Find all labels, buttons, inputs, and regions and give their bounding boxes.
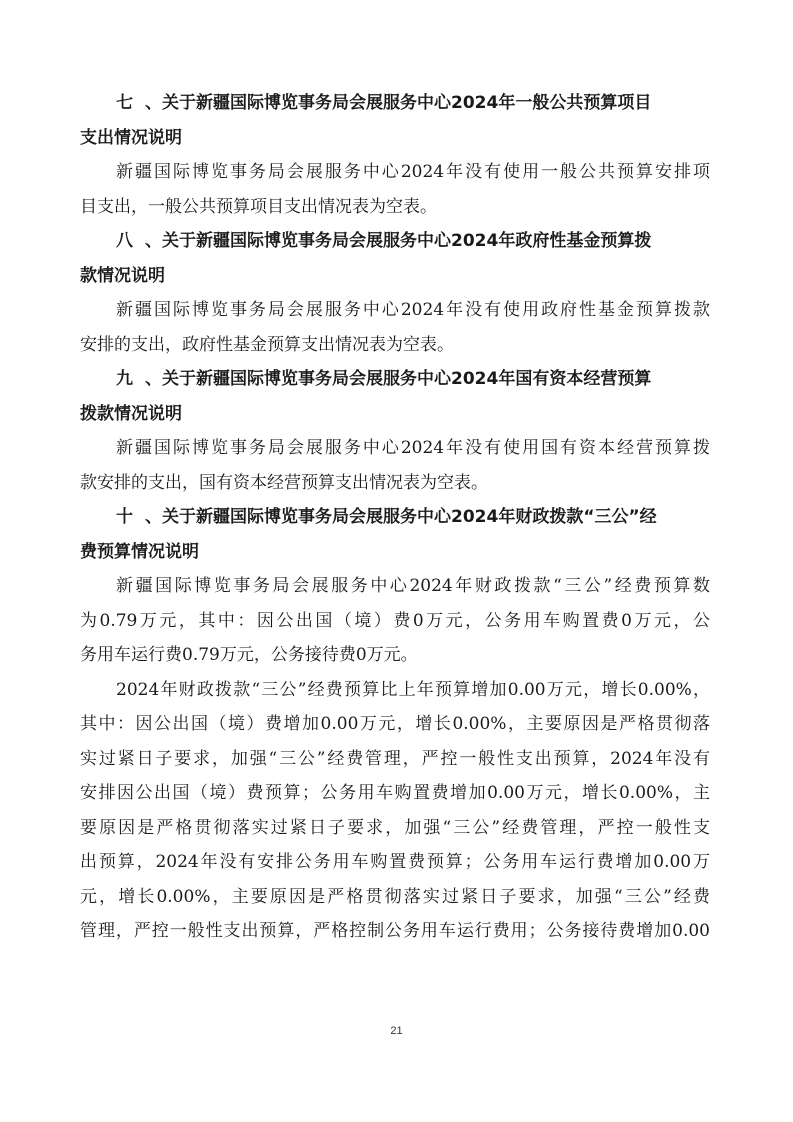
section-heading-10-cont: 费预算情况说明 bbox=[80, 541, 199, 562]
body-line: 新疆国际博览事务局会展服务中心2024年没有使用一般公共预算安排项 bbox=[116, 162, 710, 182]
body-line: 安排因公出国（境）费预算；公务用车购置费增加0.00万元，增长0.00%，主 bbox=[80, 783, 710, 803]
section-number: 七、 bbox=[116, 93, 162, 113]
section-heading-text: 关于新疆国际博览事务局会展服务中心2024年政府性基金预算拨 bbox=[162, 231, 652, 251]
section-heading-text: 关于新疆国际博览事务局会展服务中心2024年财政拨款“三公”经 bbox=[162, 507, 657, 527]
body-line: 目支出，一般公共预算项目支出情况表为空表。 bbox=[80, 196, 437, 217]
section-heading-8 bbox=[80, 224, 651, 259]
body-line: 2024年财政拨款“三公”经费预算比上年预算增加0.00万元，增长0.00%， bbox=[116, 679, 710, 700]
body-line: 务用车运行费0.79万元，公务接待费0万元。 bbox=[80, 645, 418, 665]
body-line: 新疆国际博览事务局会展服务中心2024年财政拨款“三公”经费预算数 bbox=[116, 576, 710, 596]
section-heading-8-cont: 款情况说明 bbox=[80, 265, 165, 286]
section-heading-9 bbox=[80, 362, 651, 397]
body-line: 要原因是严格贯彻落实过紧日子要求，加强“三公”经费管理，严控一般性支 bbox=[80, 817, 710, 838]
section-heading-9-cont: 拨款情况说明 bbox=[80, 403, 182, 424]
body-line: 出预算，2024年没有安排公务用车购置费预算；公务用车运行费增加0.00万 bbox=[80, 852, 710, 872]
page-number: 21 bbox=[390, 1025, 403, 1037]
body-line: 管理，严控一般性支出预算，严格控制公务用车运行费用；公务接待费增加0.00 bbox=[80, 921, 710, 941]
body-line: 新疆国际博览事务局会展服务中心2024年没有使用政府性基金预算拨款 bbox=[116, 300, 710, 320]
section-heading-text: 关于新疆国际博览事务局会展服务中心2024年一般公共预算项目 bbox=[162, 93, 652, 113]
body-line: 实过紧日子要求，加强“三公”经费管理，严控一般性支出预算，2024年没有 bbox=[80, 748, 710, 769]
section-number: 十、 bbox=[116, 507, 162, 527]
page-content bbox=[80, 86, 710, 949]
section-heading-text: 关于新疆国际博览事务局会展服务中心2024年国有资本经营预算 bbox=[162, 369, 652, 389]
body-line: 其中：因公出国（境）费增加0.00万元，增长0.00%，主要原因是严格贯彻落 bbox=[80, 714, 710, 734]
section-number: 九、 bbox=[116, 369, 162, 389]
section-number: 八、 bbox=[116, 231, 162, 251]
body-line: 元，增长0.00%，主要原因是严格贯彻落实过紧日子要求，加强“三公”经费 bbox=[80, 886, 710, 907]
section-heading-7 bbox=[80, 86, 651, 121]
body-line: 为0.79万元，其中：因公出国（境）费0万元，公务用车购置费0万元，公 bbox=[80, 610, 710, 631]
section-heading-7-cont: 支出情况说明 bbox=[80, 127, 182, 148]
section-heading-10 bbox=[80, 500, 657, 535]
body-line: 款安排的支出，国有资本经营预算支出情况表为空表。 bbox=[80, 472, 488, 493]
body-line: 安排的支出，政府性基金预算支出情况表为空表。 bbox=[80, 334, 454, 355]
body-line: 新疆国际博览事务局会展服务中心2024年没有使用国有资本经营预算拨 bbox=[116, 438, 710, 458]
